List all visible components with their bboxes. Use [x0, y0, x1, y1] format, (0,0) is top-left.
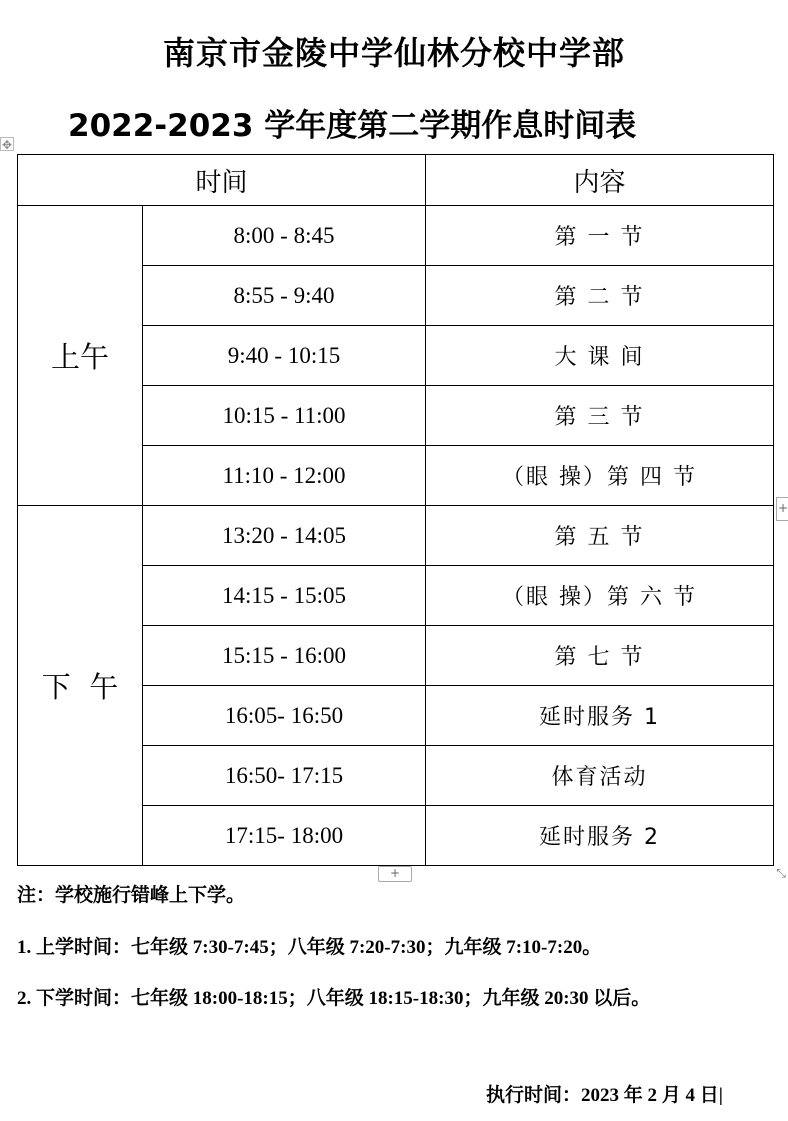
schedule-table	[17, 154, 774, 866]
content-cell: 第 一 节	[426, 206, 774, 266]
table-row	[18, 506, 774, 566]
time-cell: 14:15 - 15:05	[143, 566, 426, 626]
add-column-icon[interactable]: +	[776, 497, 788, 521]
period-afternoon: 下 午	[18, 506, 143, 866]
time-cell: 8:00 - 8:45	[143, 206, 426, 266]
note-dismissal: 2. 下学时间：七年级 18:00-18:15；八年级 18:15-18:30；九年级 20:30 以后。	[17, 988, 651, 1009]
time-cell: 8:55 - 9:40	[143, 266, 426, 326]
period-morning: 上午	[18, 206, 143, 506]
note-heading: 注：学校施行错峰上下学。	[17, 885, 246, 906]
content-cell: 第 五 节	[426, 506, 774, 566]
time-cell: 15:15 - 16:00	[143, 626, 426, 686]
note-arrival: 1. 上学时间：七年级 7:30-7:45；八年级 7:20-7:30；九年级 7:10-7:20。	[17, 937, 602, 958]
add-row-icon[interactable]: +	[378, 866, 412, 882]
header-time: 时间	[18, 155, 426, 206]
time-cell: 9:40 - 10:15	[143, 326, 426, 386]
content-cell: 延时服务 2	[426, 806, 774, 866]
time-cell: 11:10 - 12:00	[143, 446, 426, 506]
table-move-handle-icon[interactable]: ✥	[1, 138, 13, 152]
content-cell: 体育活动	[426, 746, 774, 806]
content-cell: 第 七 节	[426, 626, 774, 686]
content-cell: 第 三 节	[426, 386, 774, 446]
time-cell: 13:20 - 14:05	[143, 506, 426, 566]
table-resize-icon[interactable]: ⤡	[776, 866, 786, 880]
time-cell: 16:05- 16:50	[143, 686, 426, 746]
document-title: 南京市金陵中学仙林分校中学部	[162, 34, 625, 72]
time-cell: 16:50- 17:15	[143, 746, 426, 806]
time-cell: 10:15 - 11:00	[143, 386, 426, 446]
execution-date: 执行时间：2023 年 2 月 4 日|	[486, 1085, 723, 1106]
content-cell: 大 课 间	[426, 326, 774, 386]
header-content: 内容	[426, 155, 774, 206]
content-cell: （眼 操）第 六 节	[426, 566, 774, 626]
content-cell: 第 二 节	[426, 266, 774, 326]
content-cell: （眼 操）第 四 节	[426, 446, 774, 506]
time-cell: 17:15- 18:00	[143, 806, 426, 866]
content-cell: 延时服务 1	[426, 686, 774, 746]
document-subtitle: 2022-2023 学年度第二学期作息时间表	[68, 108, 637, 144]
table-header-row	[18, 155, 774, 206]
table-row	[18, 206, 774, 266]
